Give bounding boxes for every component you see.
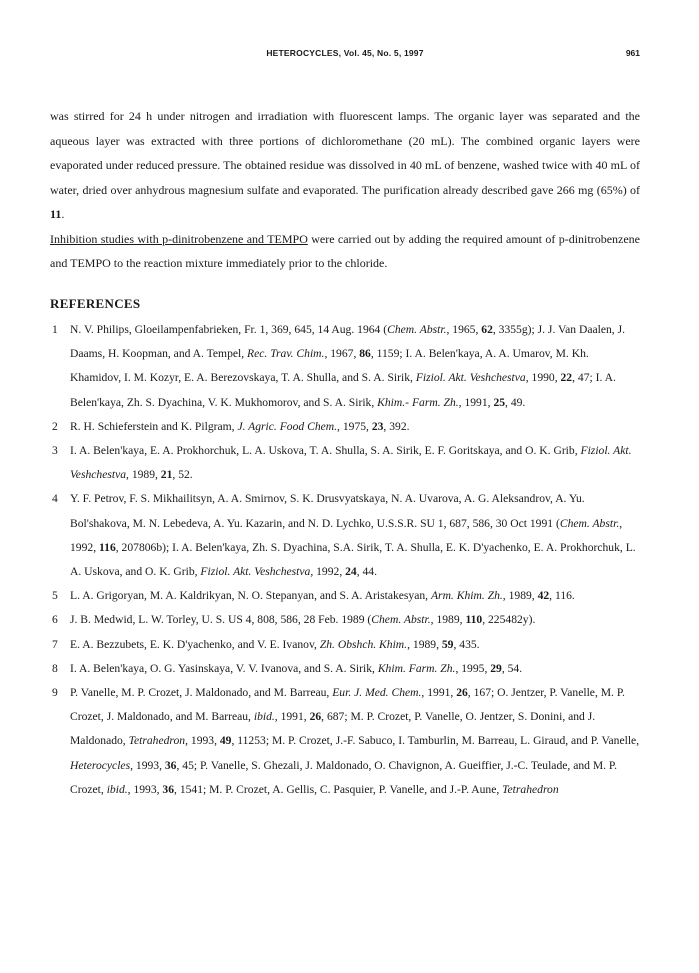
references-list xyxy=(50,318,640,802)
reference-number: 5 xyxy=(52,589,58,603)
inhibition-text: were carried out by adding the required amount of p-dinitrobenzene and TEMPO to the reaction mixture immediately prior to the chloride. xyxy=(50,231,640,270)
reference-number: 2 xyxy=(52,419,58,433)
reference-item xyxy=(50,487,640,584)
reference-item xyxy=(50,439,640,487)
paragraph-text: was stirred for 24 h under nitrogen and irradiation with fluorescent lamps. The organic layer was separated and the aqueous layer was extracted with three portions of dichloromethane (20 mL). The combined organic layers were evaporated under reduced pressure. The obtained residue was dissolved in 40 mL of benzene, washed twice with 40 mL of water, dried over anhydrous magnesium sulfate and evaporated. The purification already described gave 266 mg (65%) of xyxy=(50,109,640,197)
reference-item xyxy=(50,415,640,439)
reference-text: I. A. Belen'kaya, E. A. Prokhorchuk, L. A. Uskova, T. A. Shulla, S. A. Sirik, E. F. Goritskaya, and O. K. Grib, Fiziol. Akt. Veshchestva, 1989, 21, 52. xyxy=(70,444,632,482)
reference-item xyxy=(50,681,640,802)
reference-item xyxy=(50,657,640,681)
paragraph-end: . xyxy=(61,207,65,221)
reference-text: I. A. Belen'kaya, O. G. Yasinskaya, V. V. Ivanova, and S. A. Sirik, Khim. Farm. Zh., 1995, 29, 54. xyxy=(70,661,523,675)
reference-text: Y. F. Petrov, F. S. Mikhailitsyn, A. A. Smirnov, S. K. Drusvyatskaya, N. A. Uvarova, A. G. Aleksandrov, A. Yu. Bol'shakova, M. N. Lebedeva, A. Yu. Kazarin, and N. D. Lychko, U.S.S.R. SU 1, 687, 586, 30 Oct 1991 (Chem. Abstr., 1992, 116, 207806b); I. A. Belen'kaya, Zh. S. Dyachina, S.A. Sirik, T. A. Shulla, E. K. D'yachenko, E. A. Prokhorchuk, L. A. Uskova, and O. K. Grib, Fiziol. Akt. Veshchestva, 1992, 24, 44. xyxy=(70,492,636,579)
references-heading: REFERENCES xyxy=(50,296,141,311)
reference-number: 8 xyxy=(52,661,58,675)
reference-text: E. A. Bezzubets, E. K. D'yachenko, and V. E. Ivanov, Zh. Obshch. Khim., 1989, 59, 435. xyxy=(70,637,480,651)
page-number: 961 xyxy=(625,48,640,58)
reference-text: J. B. Medwid, L. W. Torley, U. S. US 4, 808, 586, 28 Feb. 1989 (Chem. Abstr., 1989, 110, 225482y). xyxy=(70,613,536,627)
reference-text: N. V. Philips, Gloeilampenfabrieken, Fr. 1, 369, 645, 14 Aug. 1964 (Chem. Abstr., 1965, 62, 3355g); J. J. Van Daalen, J. Daams, H. Koopman, and A. Tempel, Rec. Trav. Chim., 1967, 86, 1159; I. A. Belen'kaya, A. A. Umarov, M. Kh. Khamidov, I. M. Kozyr, E. A. Berezovskaya, T. A. Shulla, and S. A. Sirik, Fiziol. Akt. Veshchestva, 1990, 22, 47; I. A. Belen'kaya, Zh. S. Dyachina, V. K. Mukhomorov, and S. A. Sirik, Khim.- Farm. Zh., 1991, 25, 49. xyxy=(70,323,625,409)
reference-item xyxy=(50,584,640,608)
reference-text: R. H. Schieferstein and K. Pilgram, J. Agric. Food Chem., 1975, 23, 392. xyxy=(70,419,410,433)
running-header xyxy=(50,48,640,62)
experimental-paragraph xyxy=(50,104,640,227)
inhibition-heading: Inhibition studies with p-dinitrobenzene and TEMPO xyxy=(50,231,308,246)
journal-citation: HETEROCYCLES, Vol. 45, No. 5, 1997 xyxy=(266,48,424,58)
reference-text: L. A. Grigoryan, M. A. Kaldrikyan, N. O. Stepanyan, and S. A. Aristakesyan, Arm. Khim. Zh., 1989, 42, 116. xyxy=(70,589,575,603)
reference-number: 9 xyxy=(52,686,58,700)
reference-number: 1 xyxy=(52,323,58,336)
reference-item xyxy=(50,318,640,415)
reference-number: 4 xyxy=(52,492,58,506)
reference-text: P. Vanelle, M. P. Crozet, J. Maldonado, and M. Barreau, Eur. J. Med. Chem., 1991, 26, 167; O. Jentzer, P. Vanelle, M. P. Crozet, J. Maldonado, and M. Barreau, ibid., 1991, 26, 687; M. P. Crozet, P. Vanelle, O. Jentzer, S. Donini, and J. Maldonado, Tetrahedron, 1993, 49, 11253; M. P. Crozet, J.-F. Sabuco, I. Tamburlin, M. Barreau, L. Giraud, and P. Vanelle, Heterocycles, 1993, 36, 45; P. Vanelle, S. Ghezali, J. Maldonado, O. Chavignon, A. Gueiffier, J.-C. Teulade, and M. P. Crozet, ibid., 1993, 36, 1541; M. P. Crozet, A. Gellis, C. Pasquier, P. Vanelle, and J.-P. Aune, Tetrahedron xyxy=(70,686,640,796)
compound-number: 11 xyxy=(50,207,62,221)
reference-item xyxy=(50,608,640,632)
body-text xyxy=(50,104,640,276)
reference-number: 3 xyxy=(52,444,58,458)
reference-number: 7 xyxy=(52,637,58,651)
reference-item xyxy=(50,633,640,657)
inhibition-paragraph xyxy=(50,227,640,276)
reference-number: 6 xyxy=(52,613,58,627)
